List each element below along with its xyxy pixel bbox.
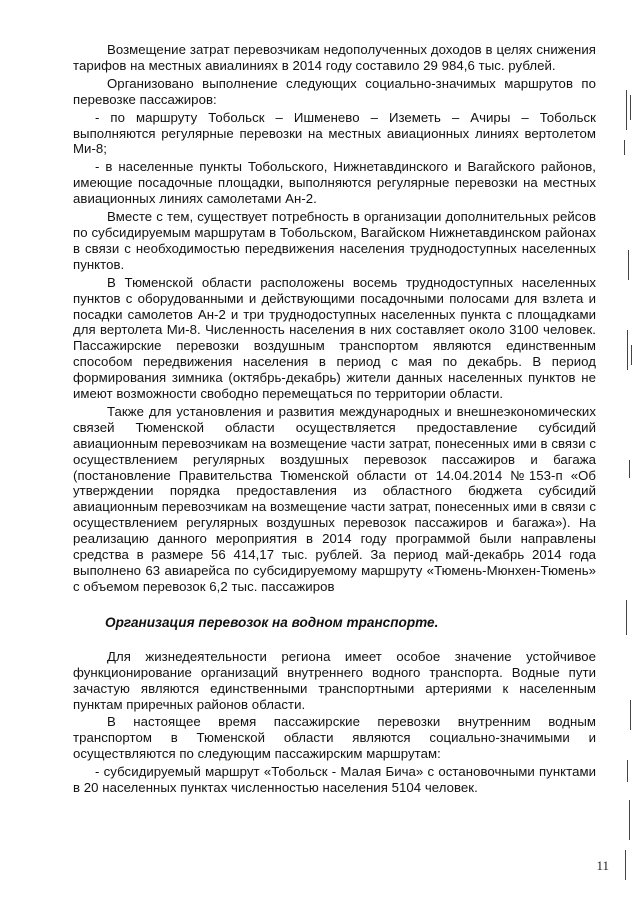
scan-edge-marks: [618, 0, 638, 905]
paragraph: Организовано выполнение следующих социально-значимых маршрутов по перевозке пассажиров:: [73, 75, 596, 107]
paragraph: Возмещение затрат перевозчикам недополученных доходов в целях снижения тарифов на местных авиалиниях в 2014 году составило 29 984,6 тыс. рублей.: [73, 42, 596, 73]
section-heading: Организация перевозок на водном транспорте.: [105, 614, 439, 630]
list-item: - в населенные пункты Тобольского, Нижнетавдинского и Вагайского районов, имеющие посадочные площадки, выполняются регулярные перевозки на местных авиационных линиях самолетами Ан-2.: [73, 159, 596, 207]
paragraph: Также для установления и развития международных и внешнеэкономических связей Тюменской области осуществляется предоставление субсидий авиационным перевозчикам на возмещение части затрат, понесенных ими в связи с осуществлением регулярных воздушных перевозок пассажиров и багажа (постановление Правительства Тюменской области от 14.04.2014 №153-п «Об утверждении порядка предоставления из областного бюджета субсидий авиационным перевозчикам на возмещение части затрат, понесенных ими в связи с осуществлением регулярных воздушных перевозок пассажиров и багажа»). На реализацию данного мероприятия в 2014 году программой были направлены средства в размере 56 414,17 тыс. рублей. За период май-декабрь 2014 года выполнено 63 авиарейса по субсидируемому маршруту «Тюмень-Мюнхен-Тюмень» с объемом перевозок 6,2 тыс. пассажиров: [73, 403, 596, 594]
document-body: [73, 42, 596, 798]
list-item: - по маршруту Тобольск – Ишменево – Иземеть – Ачиры – Тобольск выполняются регулярные перевозки на местных авиационных линиях вертолетом Ми-8;: [73, 109, 596, 157]
paragraph: В Тюменской области расположены восемь труднодоступных населенных пунктов с оборудованными и действующими посадочными полосами для взлета и посадки самолетов Ан-2 и три труднодоступных населенных пункта с площадками для вертолета Ми-8. Численность населения в них составляет около 3100 человек. Пассажирские перевозки воздушным транспортом являются единственным способом передвижения населения в период с мая по декабрь. В период формирования зимника (октябрь-декабрь) жители данных населенных пунктов не имеют возможности свободно перемещаться по территории области.: [73, 274, 596, 402]
page-number: 11: [596, 858, 609, 873]
paragraph: В настоящее время пассажирские перевозки внутренним водным транспортом в Тюменской области являются социально-значимыми и осуществляются по следующим пассажирским маршрутам:: [73, 714, 596, 762]
paragraph: Вместе с тем, существует потребность в организации дополнительных рейсов по субсидируемым маршрутам в Тобольском, Вагайском Нижнетавдинском районах в связи с необходимостью передвижения населения труднодоступных населенных пунктов.: [73, 209, 596, 272]
paragraph: Для жизнедеятельности региона имеет особое значение устойчивое функционирование организаций внутреннего водного транспорта. Водные пути зачастую являются единственными транспортными артериями к населенным пунктам приречных районов области.: [73, 648, 596, 712]
list-item: - субсидируемый маршрут «Тобольск - Малая Бича» с остановочными пунктами в 20 населенных пунктах численностью населения 5104 человек.: [73, 764, 596, 796]
